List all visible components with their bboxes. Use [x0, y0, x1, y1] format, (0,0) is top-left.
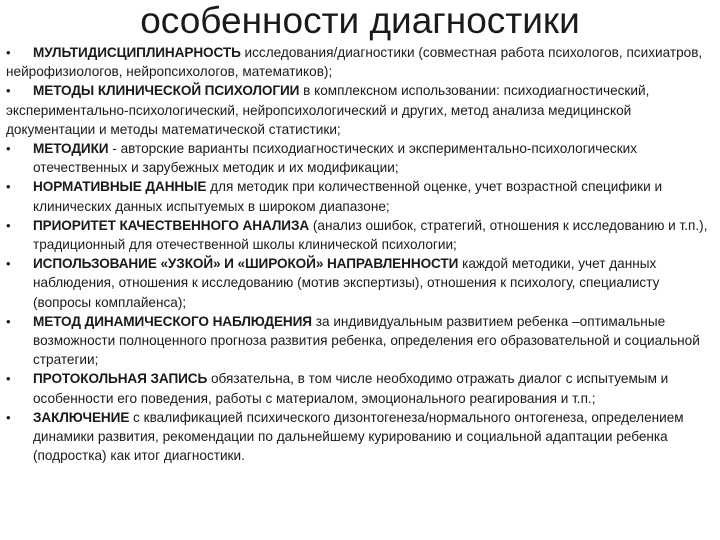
- item-keyword: МЕТОДИКИ: [33, 141, 109, 157]
- item-keyword: ИСПОЛЬЗОВАНИЕ «УЗКОЙ» И «ШИРОКОЙ» НАПРАВЛЕННОСТИ: [33, 256, 459, 272]
- bullet-icon: •: [6, 83, 11, 99]
- item-keyword: МЕТОД ДИНАМИЧЕСКОГО НАБЛЮДЕНИЯ: [33, 313, 312, 329]
- list-item: [6, 81, 714, 139]
- item-text: обязательна, в том числе необходимо отражать диалог с испытуемым и особенности его поведения, работы с материалом, эмоционального реагирования и т.п.;: [33, 371, 669, 406]
- list-item: [6, 177, 714, 215]
- item-text: для методик при количественной оценке, учет возрастной специфики и клинических данных испытуемых в широком диапазоне;: [33, 179, 663, 214]
- item-text: с квалификацией психического дизонтогенеза/нормального онтогенеза, определением динамики развития, рекомендации по дальнейшему курированию и социальной адаптации ребенка (подростка) как итог диагностики.: [33, 409, 684, 464]
- bullet-list: [6, 43, 714, 465]
- item-text: за индивидуальным развитием ребенка –оптимальные возможности полноценного прогноза развития ребенка, определения его образовательной и социальной стратегии;: [33, 313, 700, 368]
- bullet-icon: •: [6, 217, 11, 233]
- item-keyword: МУЛЬТИДИСЦИПЛИНАРНОСТЬ: [33, 45, 241, 60]
- slide-title: особенности диагностики: [140, 0, 580, 41]
- bullet-icon: •: [6, 141, 11, 157]
- item-text: исследования/диагностики (совместная работа психологов, психиатров, нейрофизиологов, нейропсихологов, математиков);: [6, 45, 703, 80]
- item-text: - авторские варианты психодиагностических и экспериментально-психологических отечественных и зарубежных методик и их модификации;: [33, 141, 638, 176]
- item-text: в комплексном использовании: психодиагностический, экспериментально-психологический, нейропсихологический и других, метод анализа медицинской документации и методы математической статистики;: [6, 83, 650, 137]
- bullet-icon: •: [6, 371, 11, 387]
- item-keyword: НОРМАТИВНЫЕ ДАННЫЕ: [33, 179, 207, 195]
- bullet-icon: •: [6, 409, 11, 425]
- list-item: [6, 408, 714, 466]
- list-item: [6, 254, 714, 312]
- item-keyword: ПРИОРИТЕТ КАЧЕСТВЕННОГО АНАЛИЗА: [33, 217, 310, 233]
- list-item: [6, 369, 714, 407]
- item-keyword: МЕТОДЫ КЛИНИЧЕСКОЙ ПСИХОЛОГИИ: [33, 83, 300, 99]
- bullet-icon: •: [6, 313, 11, 329]
- bullet-icon: •: [6, 45, 11, 60]
- list-item: [6, 43, 714, 81]
- bullet-icon: •: [6, 179, 11, 195]
- list-item: [6, 312, 714, 370]
- item-keyword: ЗАКЛЮЧЕНИЕ: [33, 409, 130, 425]
- item-text: каждой методики, учет данных наблюдения, отношения к исследованию (мотив экспертизы), отношения к психологу, специалисту (вопросы комплайенса);: [33, 256, 660, 310]
- list-item: [6, 216, 714, 254]
- item-keyword: ПРОТОКОЛЬНАЯ ЗАПИСЬ: [33, 371, 208, 387]
- bullet-icon: •: [6, 256, 11, 272]
- list-item: [6, 139, 714, 177]
- item-text: (анализ ошибок, стратегий, отношения к исследованию и т.п.), традиционный для отечественной школы клинической психологии;: [33, 217, 708, 253]
